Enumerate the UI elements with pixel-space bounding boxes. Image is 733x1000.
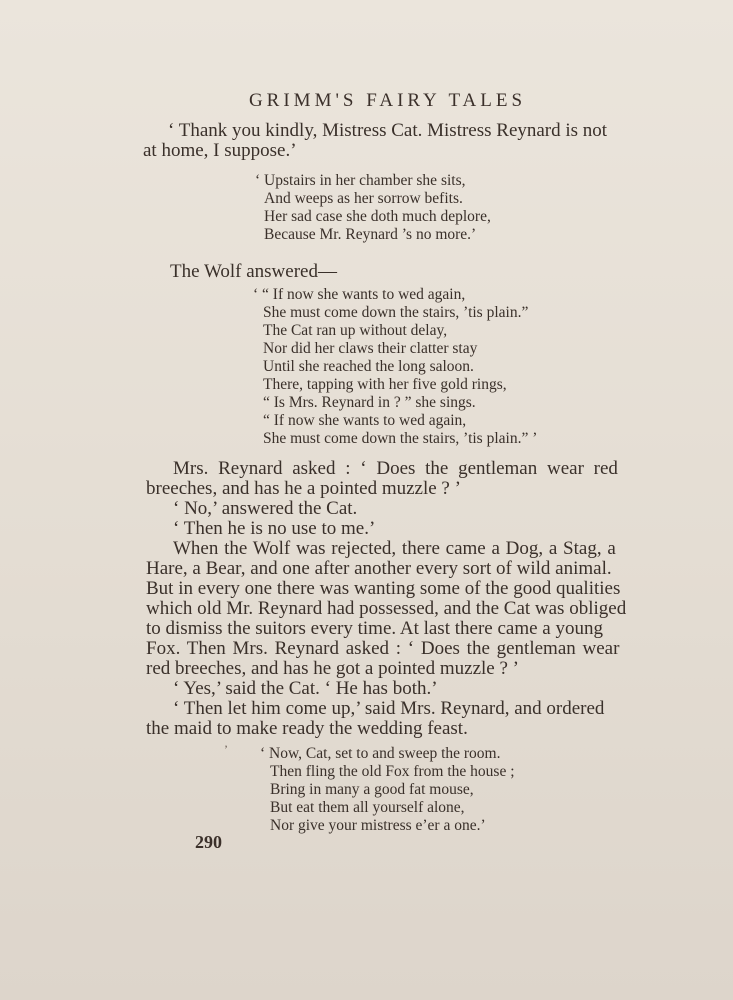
paragraph-line: ‘ Then let him come up,’ said Mrs. Reynard, and ordered bbox=[173, 698, 605, 719]
verse-line: Bring in many a good fat mouse, bbox=[270, 781, 474, 798]
verse-block-1 bbox=[255, 172, 491, 244]
wolf-answered-line bbox=[170, 262, 665, 282]
verse-line: The Cat ran up without delay, bbox=[263, 322, 448, 339]
paragraph-line: When the Wolf was rejected, there came a Dog, a Stag, a bbox=[173, 538, 616, 559]
text-line: ‘ Thank you kindly, Mistress Cat. Mistress Reynard is not bbox=[168, 120, 608, 141]
text-line: The Wolf answered— bbox=[170, 261, 337, 282]
opening-paragraph bbox=[143, 121, 638, 161]
verse-line: But eat them all yourself alone, bbox=[270, 799, 465, 816]
verse-line: She must come down the stairs, ’tis plain.” bbox=[263, 304, 529, 321]
paragraph-line: which old Mr. Reynard had possessed, and the Cat was obliged bbox=[146, 598, 627, 619]
verse-line: She must come down the stairs, ’tis plain.” ’ bbox=[263, 430, 538, 447]
running-head: GRIMM'S FAIRY TALES bbox=[248, 90, 527, 111]
page-number: 290 bbox=[195, 832, 222, 852]
verse-line: Because Mr. Reynard ’s no more.’ bbox=[264, 226, 477, 243]
verse-line: “ If now she wants to wed again, bbox=[263, 412, 467, 429]
verse-line: Nor give your mistress e’er a one.’ bbox=[270, 817, 486, 834]
verse-block-2 bbox=[253, 286, 537, 448]
verse-line: And weeps as her sorrow befits. bbox=[264, 190, 463, 207]
paragraph-line: Mrs. Reynard asked : ‘ Does the gentleman wear red bbox=[173, 458, 618, 479]
verse-line: There, tapping with her five gold rings, bbox=[263, 376, 507, 393]
verse-line: Nor did her claws their clatter stay bbox=[263, 340, 478, 357]
paragraph-line: red breeches, and has he got a pointed muzzle ? ’ bbox=[146, 658, 519, 679]
main-prose bbox=[146, 459, 636, 739]
verse-line: ‘ “ If now she wants to wed again, bbox=[253, 286, 466, 303]
verse-line: ‘ Upstairs in her chamber she sits, bbox=[255, 172, 466, 189]
paragraph-line: the maid to make ready the wedding feast. bbox=[146, 718, 468, 739]
verse-line: ‘ Now, Cat, set to and sweep the room. bbox=[260, 745, 501, 762]
paragraph-line: Hare, a Bear, and one after another every sort of wild animal. bbox=[146, 558, 612, 579]
paragraph-line: ‘ Yes,’ said the Cat. ‘ He has both.’ bbox=[173, 678, 438, 699]
verse-block-3 bbox=[260, 745, 515, 835]
paragraph-line: Fox. Then Mrs. Reynard asked : ‘ Does the gentleman wear bbox=[146, 638, 620, 659]
text-line: at home, I suppose.’ bbox=[143, 140, 297, 161]
verse-line: Until she reached the long saloon. bbox=[263, 358, 474, 375]
verse-line: Her sad case she doth much deplore, bbox=[264, 208, 491, 225]
verse-line: “ Is Mrs. Reynard in ? ” she sings. bbox=[263, 394, 476, 411]
paragraph-line: But in every one there was wanting some of the good qualities bbox=[146, 578, 621, 599]
paragraph-line: breeches, and has he a pointed muzzle ? ’ bbox=[146, 478, 461, 499]
paragraph-line: ‘ Then he is no use to me.’ bbox=[173, 518, 376, 539]
stray-mark: ’ bbox=[224, 742, 228, 756]
paragraph-line: to dismiss the suitors every time. At last there came a young bbox=[146, 618, 603, 639]
paragraph-line: ‘ No,’ answered the Cat. bbox=[173, 498, 358, 519]
verse-line: Then fling the old Fox from the house ; bbox=[270, 763, 515, 780]
